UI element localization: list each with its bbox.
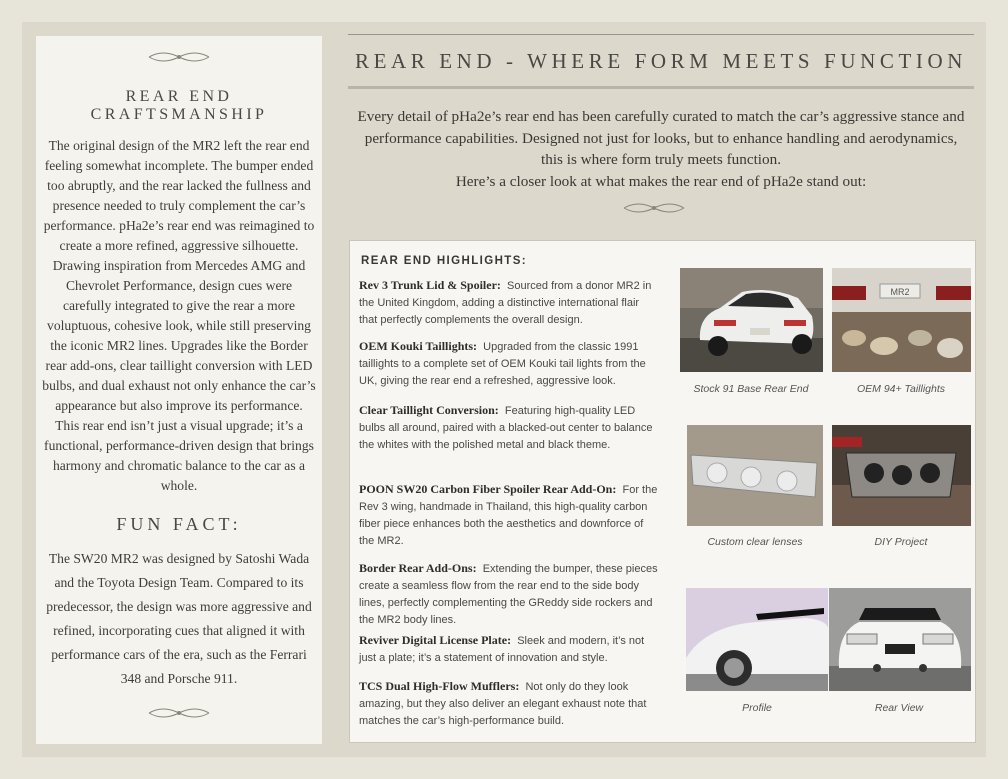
craftsmanship-body: The original design of the MR2 left the rear end feeling somewhat incomplete. The bumper ended too abruptly, and the rear lacked the fullness and presence needed to truly complement the car’s performance. pHa2e’s rear end was reimagined to create a more refined, aggressive silhouette. Drawing inspiration from Mercedes AMG and Chevrolet Performance, design cues were carefully integrated to give the rear a more voluptuous, cohesive look, while still preserving the iconic MR2 lines. Upgrades like the Border rear add-ons, clear taillight conversion with LED bulbs, and dual exhaust not only enhance the car’s appearance but also improve its performance. This rear end isn’t just a visual upgrade; it’s a functional, performance-driven design that brings harmony and chromatic balance to the car as a whole.: [42, 138, 316, 493]
rear-view-photo: [829, 588, 971, 691]
highlight-name: OEM Kouki Taillights:: [359, 339, 478, 353]
main-header: [348, 34, 974, 89]
intro-paragraph: Every detail of pHa2e’s rear end has been carefully curated to match the car’s aggressive stance and performance capabilities. Designed not just for looks, but to enhance handling and aerodynamics, this is where form truly meets function.: [357, 108, 965, 168]
fun-fact-title: FUN FACT:: [116, 514, 242, 534]
stock-rear-photo: [680, 268, 823, 372]
highlight-item: [359, 560, 659, 629]
craftsmanship-panel: [36, 36, 322, 744]
highlights-box: [349, 240, 976, 743]
highlight-name: TCS Dual High-Flow Mufflers:: [359, 679, 520, 693]
main-title: REAR END - WHERE FORM MEETS FUNCTION: [354, 49, 968, 73]
highlight-text: Sleek and modern, it’s not just a plate; it’s a statement of innovation and style.: [359, 635, 645, 664]
highlight-item: [359, 678, 659, 730]
highlight-item: [359, 402, 659, 454]
diy-project-photo: [832, 425, 971, 526]
highlight-name: Rev 3 Trunk Lid & Spoiler:: [359, 278, 501, 292]
highlight-item: [359, 338, 659, 390]
diy-project-caption: DIY Project: [874, 536, 928, 548]
flourish-ornament-icon: [147, 704, 211, 722]
title-underline: [348, 86, 974, 89]
profile-caption: Profile: [742, 702, 772, 714]
intro-text: [352, 106, 970, 192]
highlight-text: Sourced from a donor MR2 in the United Kingdom, adding a distinctive international flair that perfectly complements the overall design.: [359, 280, 652, 326]
clear-lenses-photo: [687, 425, 823, 526]
plate-text: MR2: [890, 287, 910, 297]
highlight-name: POON SW20 Carbon Fiber Spoiler Rear Add-On:: [359, 482, 617, 496]
highlight-name: Border Rear Add-Ons:: [359, 561, 477, 575]
rear-view-caption: Rear View: [874, 702, 924, 714]
highlight-text: Featuring high-quality LED bulbs all around, paired with a blacked-out center to balance the whites with the polished metal and black theme.: [359, 405, 653, 451]
fun-fact-body: The SW20 MR2 was designed by Satoshi Wada and the Toyota Design Team. Compared to its predecessor, the design was more aggressive and refined, incorporating cues that aligned it with performance cars of the era, such as the Ferrari 348 and Porsche 911.: [46, 551, 312, 686]
stock-rear-caption: Stock 91 Base Rear End: [693, 383, 809, 395]
highlight-item: [359, 632, 659, 667]
highlights-title: REAR END HIGHLIGHTS:: [361, 255, 527, 267]
highlight-text: Extending the bumper, these pieces create a seamless flow from the rear end to the side body lines, perfectly complementing the GReddy side rockers and the MR2 body lines.: [359, 563, 658, 626]
intro-lead: Here’s a closer look at what makes the rear end of pHa2e stand out:: [455, 172, 867, 190]
highlight-name: Reviver Digital License Plate:: [359, 633, 512, 647]
profile-photo: [686, 588, 828, 691]
flourish-ornament-icon: [622, 199, 686, 217]
oem-taillights-photo: [832, 268, 971, 372]
highlight-text: Upgraded from the classic 1991 taillights to a complete set of OEM Kouki tail lights from the UK, giving the rear end a refreshed, aggressive look.: [359, 341, 646, 387]
highlight-name: Clear Taillight Conversion:: [359, 403, 499, 417]
oem-taillights-caption: OEM 94+ Taillights: [856, 383, 946, 395]
highlight-text: Not only do they look amazing, but they also deliver an elegant exhaust note that matches the car’s high-performance build.: [359, 681, 647, 727]
highlight-text: For the Rev 3 wing, handmade in Thailand, this high-quality carbon fiber piece enhances both the aesthetics and downforce of the MR2.: [359, 484, 658, 547]
flourish-ornament-icon: [147, 48, 211, 66]
highlight-item: [359, 481, 659, 550]
title-rule: [348, 34, 974, 35]
craftsmanship-title: REAR END CRAFTSMANSHIP: [90, 88, 268, 123]
highlight-item: [359, 277, 659, 329]
clear-lenses-caption: Custom clear lenses: [707, 536, 803, 548]
